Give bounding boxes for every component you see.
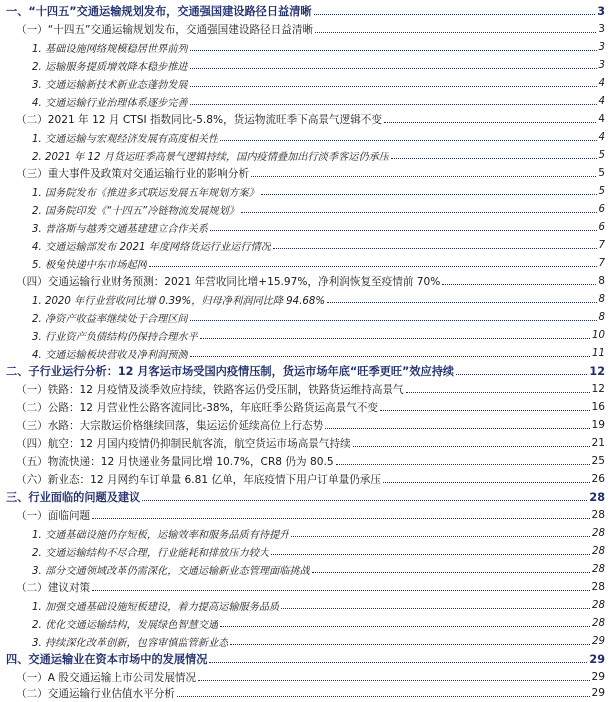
toc-entry-page: 3 bbox=[598, 41, 605, 53]
toc-entry-page: 21 bbox=[591, 437, 605, 449]
toc-entry[interactable] bbox=[0, 128, 609, 146]
toc-entry[interactable] bbox=[0, 2, 609, 20]
dot-leader bbox=[380, 410, 589, 411]
dot-leader bbox=[325, 428, 589, 429]
toc-entry-page: 12 bbox=[591, 383, 605, 395]
dot-leader bbox=[314, 14, 596, 15]
toc-entry-page: 12 bbox=[589, 364, 605, 378]
toc-entry-page: 8 bbox=[598, 275, 605, 287]
toc-entry-page: 8 bbox=[598, 311, 605, 323]
toc-entry[interactable] bbox=[0, 434, 609, 452]
toc-entry-title: （三）重大事件及政策对交通运输行业的影响分析 bbox=[16, 167, 250, 180]
toc-entry[interactable] bbox=[0, 56, 609, 74]
toc-entry-title: 二、子行业运行分析：12 月客运市场受国内疫情压制，货运市场年底“旺季更旺”效应持续 bbox=[6, 365, 455, 378]
toc-entry-page: 4 bbox=[598, 113, 605, 125]
dot-leader bbox=[209, 662, 587, 663]
toc-entry[interactable] bbox=[0, 596, 609, 614]
toc-entry[interactable] bbox=[0, 614, 609, 632]
toc-entry-page: 5 bbox=[598, 167, 605, 179]
toc-entry[interactable] bbox=[0, 272, 609, 290]
toc-entry-title: （一）“十四五”交通运输规划发布，交通强国建设路径日益清晰 bbox=[16, 23, 314, 36]
dot-leader bbox=[273, 248, 597, 249]
dot-leader bbox=[312, 572, 590, 573]
toc-entry-page: 26 bbox=[591, 473, 605, 485]
dot-leader bbox=[406, 392, 590, 393]
dot-leader bbox=[353, 446, 590, 447]
dot-leader bbox=[456, 374, 587, 375]
dot-leader bbox=[92, 590, 589, 591]
toc-entry-page: 25 bbox=[591, 455, 605, 467]
dot-leader bbox=[92, 518, 589, 519]
toc-entry-page: 5 bbox=[598, 185, 605, 197]
toc-entry[interactable] bbox=[0, 200, 609, 218]
toc-entry[interactable] bbox=[0, 542, 609, 560]
toc-entry-page: 3 bbox=[597, 4, 605, 18]
toc-entry-title: 2. 优化交通运输结构，发展绿色智慧交通 bbox=[32, 619, 219, 631]
toc-entry[interactable] bbox=[0, 146, 609, 164]
toc-entry-title: 2. 2021 年 12 月货运旺季高景气逻辑持续，国内疫情叠加出行淡季客运仍承压 bbox=[32, 151, 389, 163]
toc-entry-page: 28 bbox=[592, 599, 605, 611]
toc-entry-title: 2. 运输服务提质增效降本稳步推进 bbox=[32, 61, 188, 73]
toc-entry[interactable] bbox=[0, 488, 609, 506]
dot-leader bbox=[220, 140, 596, 141]
toc-entry-title: 5. 极兔快递中东市场起网 bbox=[32, 259, 147, 271]
toc-entry-title: 2. 净资产收益率继续处于合理区间 bbox=[32, 313, 188, 325]
toc-entry[interactable] bbox=[0, 164, 609, 182]
toc-entry-title: 3. 部分交通领域改革仍需深化，交通运输新业态管理面临挑战 bbox=[32, 565, 310, 577]
toc-entry[interactable] bbox=[0, 416, 609, 434]
toc-entry-title: （二）交通运输行业估值水平分析 bbox=[16, 687, 175, 700]
toc-entry-title: 1. 交通运输与宏观经济发展有高度相关性 bbox=[32, 133, 219, 145]
toc-entry[interactable] bbox=[0, 632, 609, 650]
toc-entry[interactable] bbox=[0, 578, 609, 596]
toc-entry[interactable] bbox=[0, 452, 609, 470]
toc-entry-page: 28 bbox=[592, 617, 605, 629]
toc-entry[interactable] bbox=[0, 524, 609, 542]
toc-entry-title: 3. 行业资产负债结构仍保持合理水平 bbox=[32, 331, 198, 343]
toc-entry-page: 28 bbox=[589, 490, 605, 504]
toc-entry-title: （三）水路：大宗散运价格继续回落，集运运价延续高位上行态势 bbox=[16, 419, 324, 432]
toc-entry[interactable] bbox=[0, 290, 609, 308]
dot-leader bbox=[190, 86, 597, 87]
dot-leader bbox=[198, 680, 589, 681]
toc-entry-title: 4. 交通运输部发布 2021 年度网络货运行业运行情况 bbox=[32, 241, 271, 253]
toc-entry-title: （四）航空：12 月国内疫情仍抑制民航客流，航空货运市场高景气持续 bbox=[16, 437, 351, 450]
toc-entry-title: 2. 交通运输结构不尽合理，行业能耗和排放压力较大 bbox=[32, 547, 270, 559]
toc-entry-page: 28 bbox=[591, 509, 605, 521]
toc-entry[interactable] bbox=[0, 560, 609, 578]
toc-entry[interactable] bbox=[0, 92, 609, 110]
dot-leader bbox=[200, 338, 590, 339]
toc-entry-title: 1. 2020 年行业营收同比增 0.39%，归母净利润同比降 94.68% bbox=[32, 295, 325, 307]
toc-entry[interactable] bbox=[0, 470, 609, 488]
toc-entry-page: 29 bbox=[589, 652, 605, 666]
dot-leader bbox=[281, 608, 590, 609]
toc-entry-title: 4. 交通运输行业治理体系逐步完善 bbox=[32, 97, 188, 109]
toc-entry-page: 4 bbox=[598, 131, 605, 143]
toc-entry-title: 3. 交通运输新技术新业态蓬勃发展 bbox=[32, 79, 188, 91]
dot-leader bbox=[142, 500, 587, 501]
toc-entry-page: 7 bbox=[598, 239, 605, 251]
toc-entry-title: 1. 国务院发布《推进多式联运发展五年规划方案》 bbox=[32, 187, 259, 199]
dot-leader bbox=[261, 194, 597, 195]
toc-entry[interactable] bbox=[0, 20, 609, 38]
toc-entry-page: 8 bbox=[598, 293, 605, 305]
toc-entry-title: 4. 交通运输板块营收及净利润预测 bbox=[32, 349, 188, 361]
toc-entry-page: 28 bbox=[592, 545, 605, 557]
dot-leader bbox=[190, 320, 597, 321]
toc-entry-title: （五）物流快递：12 月快递业务量同比增 10.7%，CR8 仍为 80.5 bbox=[16, 455, 334, 468]
toc-entry-title: 四、交通运输业在资本市场中的发展情况 bbox=[6, 653, 208, 666]
dot-leader bbox=[177, 696, 590, 697]
toc-entry[interactable] bbox=[0, 218, 609, 236]
toc-entry-title: （一）铁路：12 月疫情及淡季效应持续，铁路客运仍受压制，铁路货运维持高景气 bbox=[16, 383, 404, 396]
dot-leader bbox=[327, 302, 597, 303]
toc-entry-page: 4 bbox=[598, 95, 605, 107]
toc-entry[interactable] bbox=[0, 110, 609, 128]
toc-entry-page: 5 bbox=[598, 149, 605, 161]
toc-entry[interactable] bbox=[0, 182, 609, 200]
dot-leader bbox=[315, 32, 596, 33]
toc-entry[interactable] bbox=[0, 236, 609, 254]
toc-entry-page: 28 bbox=[592, 563, 605, 575]
toc-entry-page: 3 bbox=[598, 59, 605, 71]
toc-entry-title: 3. 持续深化改革创新，包容审慎监管新业态 bbox=[32, 637, 229, 649]
toc-entry[interactable] bbox=[0, 74, 609, 92]
toc-entry[interactable] bbox=[0, 308, 609, 326]
toc-entry-page: 3 bbox=[598, 23, 605, 35]
toc-entry-page: 29 bbox=[591, 687, 605, 699]
dot-leader bbox=[190, 50, 597, 51]
dot-leader bbox=[384, 122, 596, 123]
dot-leader bbox=[271, 554, 590, 555]
toc-entry-page: 28 bbox=[592, 527, 605, 539]
toc-entry-page: 28 bbox=[591, 581, 605, 593]
toc-entry[interactable] bbox=[0, 380, 609, 398]
toc-entry-title: （二）建议对策 bbox=[16, 581, 91, 594]
toc-entry-title: （二）2021 年 12 月 CTSI 指数同比-5.8%，货运物流旺季下高景气逻辑不变 bbox=[16, 113, 382, 126]
toc-entry-title: （六）新业态：12 月网约车订单量 6.81 亿单，年底疫情下用户订单量仍承压 bbox=[16, 473, 381, 486]
toc-entry-title: 三、行业面临的问题及建议 bbox=[6, 491, 141, 504]
toc-entry-page: 19 bbox=[591, 419, 605, 431]
dot-leader bbox=[291, 536, 590, 537]
dot-leader bbox=[190, 104, 597, 105]
toc-entry[interactable] bbox=[0, 650, 609, 668]
toc-entry-page: 6 bbox=[598, 203, 605, 215]
toc-entry-title: 1. 加强交通基础设施短板建设，着力提高运输服务品质 bbox=[32, 601, 280, 613]
toc-entry-page: 6 bbox=[598, 221, 605, 233]
toc-entry-title: 1. 交通基础设施仍存短板，运输效率和服务品质有待提升 bbox=[32, 529, 290, 541]
toc-entry-title: （二）公路：12 月营业性公路客流同比-38%，年底旺季公路货运高景气不变 bbox=[16, 401, 379, 414]
toc-entry-page: 11 bbox=[592, 347, 605, 359]
toc-entry-page: 10 bbox=[592, 329, 605, 341]
toc-entry[interactable] bbox=[0, 344, 609, 362]
dot-leader bbox=[391, 158, 597, 159]
dot-leader bbox=[442, 284, 596, 285]
dot-leader bbox=[149, 266, 597, 267]
dot-leader bbox=[336, 464, 590, 465]
dot-leader bbox=[383, 482, 590, 483]
toc-entry-title: 2. 国务院印发《“十四五”冷链物流发展规划》 bbox=[32, 205, 239, 217]
toc-entry-title: （四）交通运输行业财务预测：2021 年营收同比增+15.97%，净利润恢复至疫情前 70% bbox=[16, 275, 441, 288]
dot-leader bbox=[230, 644, 590, 645]
dot-leader bbox=[190, 68, 597, 69]
dot-leader bbox=[190, 356, 590, 357]
dot-leader bbox=[251, 176, 596, 177]
toc-entry-page: 29 bbox=[592, 635, 605, 647]
toc-entry-title: （一）面临问题 bbox=[16, 509, 91, 522]
toc-entry[interactable] bbox=[0, 254, 609, 272]
toc-entry[interactable] bbox=[0, 38, 609, 56]
toc-entry-title: 3. 普洛斯与越秀交通基建建立合作关系 bbox=[32, 223, 208, 235]
toc-entry[interactable] bbox=[0, 506, 609, 524]
toc-entry-title: 一、“十四五”交通运输规划发布，交通强国建设路径日益清晰 bbox=[6, 5, 312, 18]
toc-entry-page: 7 bbox=[598, 257, 605, 269]
toc-entry-title: （一）A 股交通运输上市公司发展情况 bbox=[16, 671, 197, 684]
toc-entry[interactable] bbox=[0, 398, 609, 416]
toc-entry[interactable] bbox=[0, 684, 609, 702]
toc-entry-page: 29 bbox=[591, 671, 605, 683]
toc-entry-title: 1. 基础设施网络规模稳居世界前列 bbox=[32, 43, 188, 55]
toc-entry-page: 16 bbox=[591, 401, 605, 413]
dot-leader bbox=[241, 212, 597, 213]
toc-entry[interactable] bbox=[0, 326, 609, 344]
dot-leader bbox=[220, 626, 590, 627]
toc-entry[interactable] bbox=[0, 362, 609, 380]
dot-leader bbox=[210, 230, 597, 231]
toc-entry-page: 4 bbox=[598, 77, 605, 89]
